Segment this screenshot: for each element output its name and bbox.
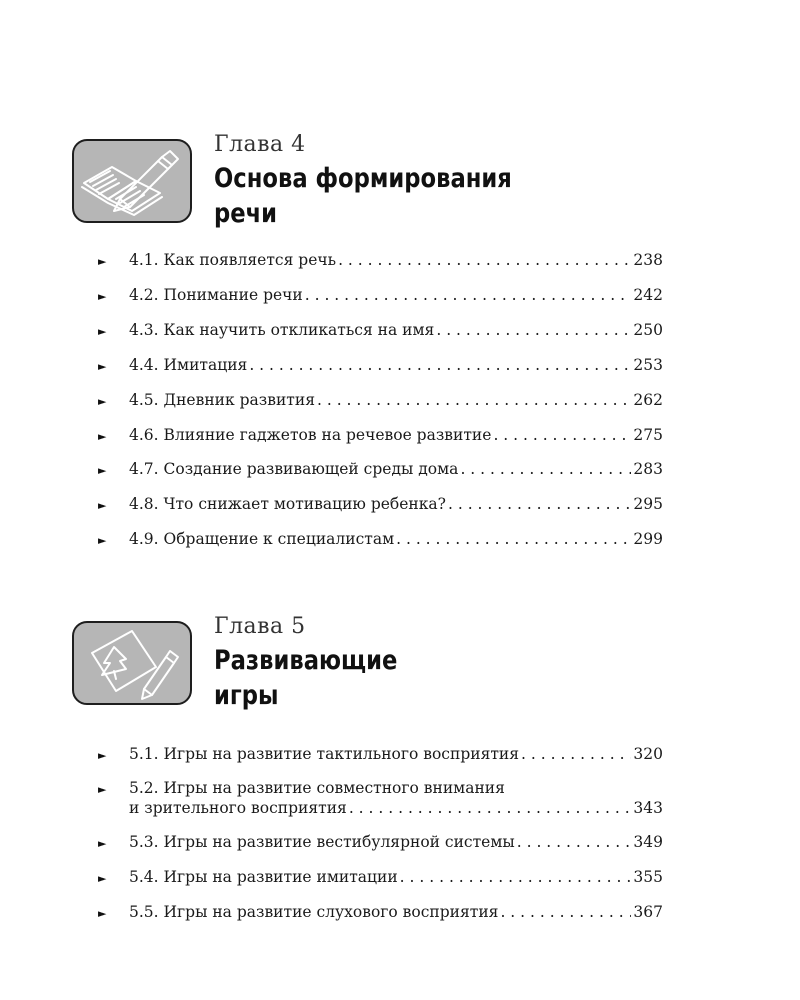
- toc-entry-page: 343: [633, 799, 663, 817]
- toc-entry-page: 320: [633, 745, 663, 763]
- bullet-icon: ►: [98, 395, 107, 408]
- toc-entry-title: 5.3. Игры на развитие вестибулярной системы: [129, 833, 515, 851]
- toc-entry-page: 299: [633, 530, 663, 548]
- bullet-icon: ►: [98, 290, 107, 303]
- toc-entry-page: 355: [633, 868, 663, 886]
- toc-entry-page: 262: [633, 391, 663, 409]
- toc-entry-page: 242: [633, 286, 663, 304]
- toc-entry-page: 250: [633, 321, 663, 339]
- bullet-icon: ►: [98, 534, 107, 547]
- bullet-icon: ►: [98, 430, 107, 443]
- chapter-5-icon-frame: [72, 621, 192, 705]
- toc-entry-title-line-1: 5.2. Игры на развитие совместного внимания: [129, 779, 505, 797]
- toc-entry-title: 4.1. Как появляется речь: [129, 251, 337, 269]
- toc-entry-title: 4.7. Создание развивающей среды дома: [129, 460, 459, 478]
- bullet-icon: ►: [98, 837, 107, 850]
- toc-entry-title: 4.2. Понимание речи: [129, 286, 303, 304]
- chapter-4-label: Глава 4: [214, 132, 306, 157]
- bullet-icon: ►: [98, 872, 107, 885]
- bullet-icon: ►: [98, 360, 107, 373]
- chapter-4-icon-frame: [72, 139, 192, 223]
- toc-entry-title: 5.4. Игры на развитие имитации: [129, 868, 398, 886]
- toc-entry-title: и зрительного восприятия: [129, 799, 347, 817]
- toc-entry-title: 4.3. Как научить откликаться на имя: [129, 321, 435, 339]
- toc-entry-title: 4.6. Влияние гаджетов на речевое развитие: [129, 426, 492, 444]
- toc-entry-page: 349: [633, 833, 663, 851]
- chapter-4-title-line-2: речи: [214, 198, 278, 229]
- toc-entry[interactable]: [0, 778, 800, 820]
- notebook-pen-icon: [74, 141, 190, 221]
- toc-entry-title: 4.4. Имитация: [129, 356, 248, 374]
- chapter-5-label: Глава 5: [214, 614, 306, 639]
- chapter-5-title-line-2: игры: [214, 680, 279, 711]
- chapter-4-title-line-1: Основа формирования: [214, 163, 512, 194]
- chapter-4-title: [214, 161, 512, 231]
- toc-entry-page: 275: [633, 426, 663, 444]
- toc-entry-page: 295: [633, 495, 663, 513]
- bullet-icon: ►: [98, 749, 107, 762]
- toc-entry-page: 283: [633, 460, 663, 478]
- toc-entry-page: 367: [633, 903, 663, 921]
- toc-entry-title: 4.5. Дневник развития: [129, 391, 315, 409]
- toc-entry-title: 4.8. Что снижает мотивацию ребенка?: [129, 495, 446, 513]
- bullet-icon: ►: [98, 255, 107, 268]
- drawing-pencil-icon: [74, 623, 190, 703]
- toc-entry-title: 5.5. Игры на развитие слухового восприятия: [129, 903, 499, 921]
- bullet-icon: ►: [98, 783, 107, 796]
- bullet-icon: ►: [98, 464, 107, 477]
- bullet-icon: ►: [98, 907, 107, 920]
- chapter-5-heading: [214, 614, 432, 713]
- toc-entry-page: 238: [633, 251, 663, 269]
- bullet-icon: ►: [98, 499, 107, 512]
- toc-entry-page: 253: [633, 356, 663, 374]
- bullet-icon: ►: [98, 325, 107, 338]
- chapter-5-title: [214, 643, 397, 713]
- chapter-4-heading: [214, 132, 569, 231]
- toc-entry-title: 4.9. Обращение к специалистам: [129, 530, 395, 548]
- toc-entry-title: 5.1. Игры на развитие тактильного восприятия: [129, 745, 520, 763]
- chapter-5-title-line-1: Развивающие: [214, 645, 398, 676]
